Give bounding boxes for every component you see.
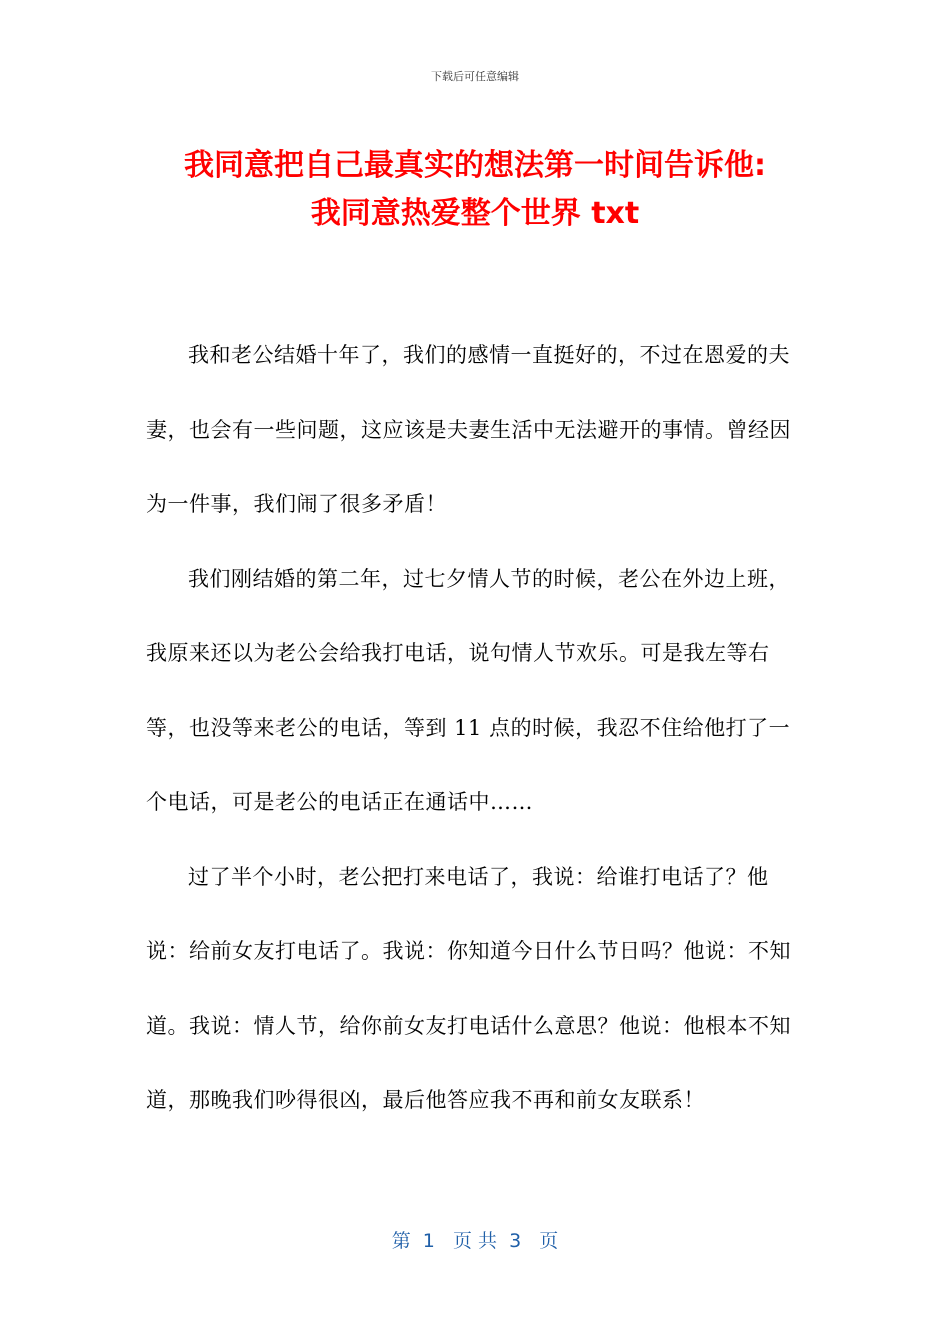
- page-number: 第 1 页 共 3 页: [391, 1230, 559, 1252]
- paragraph: 我们刚结婚的第二年，过七夕情人节的时候，老公在外边上班，我原来还以为老公会给我打电话，说句情人节欢乐。可是我左等右等，也没等来老公的电话，等到 11 点的时候，我忍不住给他打了一个电话，可是老公的电话正在通话中……: [146, 566, 791, 814]
- document-title: [90, 142, 860, 238]
- header-note: 下载后可任意编辑: [431, 70, 519, 83]
- paragraph: 我和老公结婚十年了，我们的感情一直挺好的，不过在恩爱的夫妻，也会有一些问题，这应该是夫妻生活中无法避开的事情。曾经因为一件事，我们闹了很多矛盾！: [146, 343, 791, 516]
- paragraph: 过了半个小时，老公把打来电话了，我说：给谁打电话了？他说：给前女友打电话了。我说：你知道今日什么节日吗？他说：不知道。我说：情人节，给你前女友打电话什么意思？他说：他根本不知道，那晚我们吵得很凶，最后他答应我不再和前女友联系！: [146, 864, 791, 1112]
- title-line-2: 我同意热爱整个世界 txt: [310, 196, 640, 231]
- title-line-1: 我同意把自己最真实的想法第一时间告诉他:: [184, 148, 766, 183]
- document-body: [146, 318, 810, 1138]
